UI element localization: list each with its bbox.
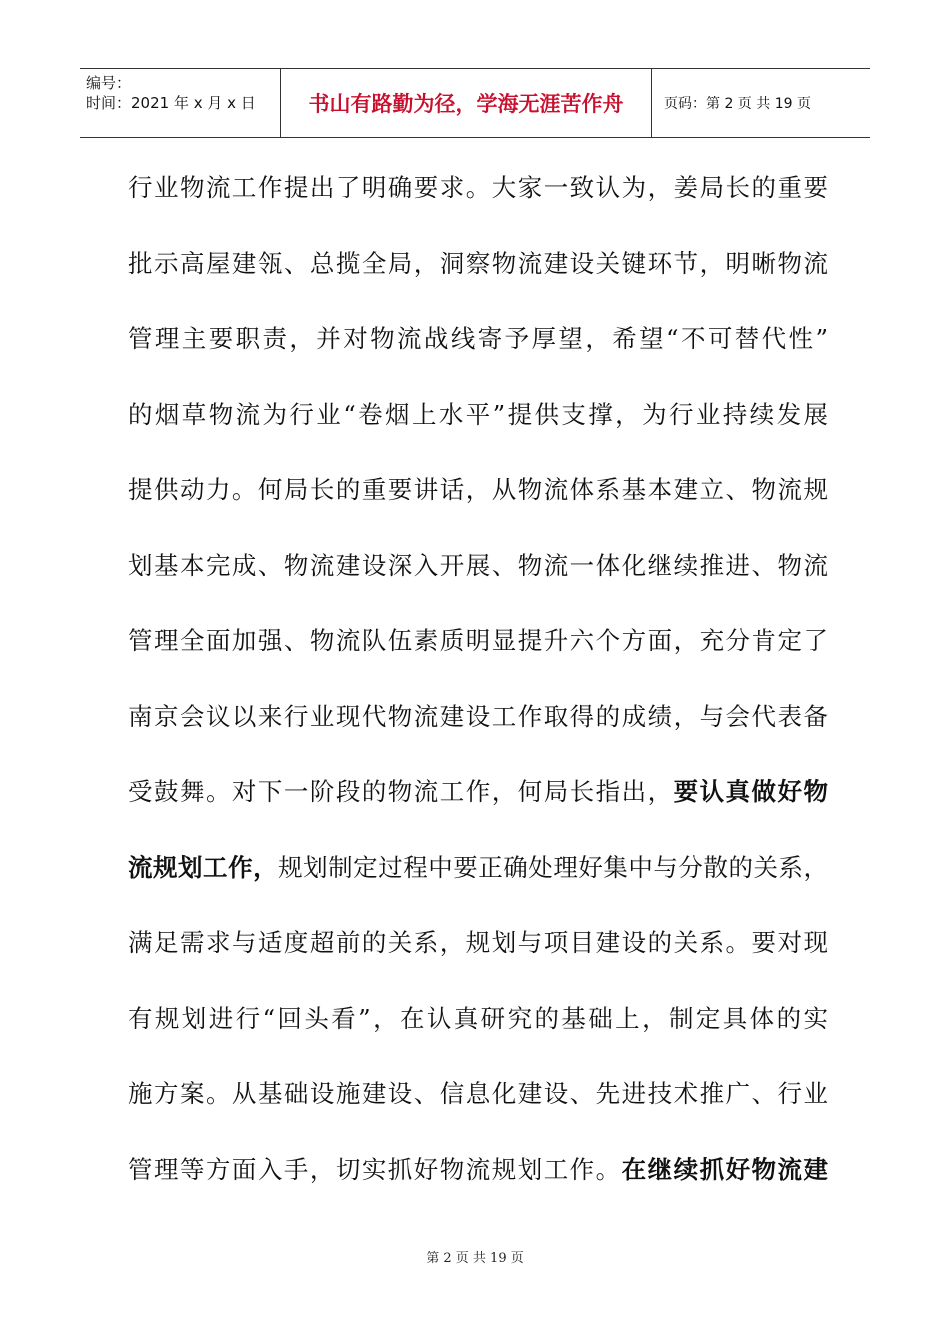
body-text-run: 受鼓舞。对下一阶段的物流工作，何局长指出， (128, 777, 674, 806)
body-text-run: 管理等方面入手，切实抓好物流规划工作。 (128, 1154, 622, 1184)
body-line (128, 830, 828, 906)
body-bold-run: 在继续抓好物流建 (621, 1154, 829, 1184)
document-number-label: 编号： (86, 74, 132, 92)
body-bold-run: 流规划工作， (128, 852, 279, 882)
header-page-info: 页码：第 2 页 共 19 页 (664, 96, 811, 112)
body-line: 管理全面加强、物流队伍素质明显提升六个方面，充分肯定了 (128, 626, 828, 655)
document-body (128, 150, 828, 1207)
body-line: 满足需求与适度超前的关系，规划与项目建设的关系。要对现 (128, 928, 828, 957)
body-line: 管理主要职责，并对物流战线寄予厚望，希望“不可替代性” (128, 324, 828, 353)
header-motto: 书山有路勤为径，学海无涯苦作舟 (280, 69, 652, 137)
document-date: 时间：2021 年 x 月 x 日 (86, 94, 256, 112)
page-footer: 第 2 页 共 19 页 (426, 1251, 524, 1266)
body-line: 的烟草物流为行业“卷烟上水平”提供支撑，为行业持续发展 (128, 399, 828, 429)
body-line: 划基本完成、物流建设深入开展、物流一体化继续推进、物流 (128, 550, 828, 580)
body-line: 提供动力。何局长的重要讲话，从物流体系基本建立、物流规 (128, 475, 828, 504)
body-text-run: 规划制定过程中要正确处理好集中与分散的关系， (278, 852, 829, 882)
body-bold-run: 要认真做好物 (673, 777, 828, 806)
body-line (128, 1132, 828, 1208)
header-meta (80, 69, 280, 137)
body-line: 施方案。从基础设施建设、信息化建设、先进技术推广、行业 (128, 1079, 828, 1108)
page-header (80, 68, 870, 138)
body-line: 有规划进行“回头看”，在认真研究的基础上，制定具体的实 (128, 1003, 828, 1033)
body-line: 行业物流工作提出了明确要求。大家一致认为，姜局长的重要 (128, 173, 828, 202)
body-line: 南京会议以来行业现代物流建设工作取得的成绩，与会代表备 (128, 701, 828, 731)
body-line: 批示高屋建瓴、总揽全局，洞察物流建设关键环节，明晰物流 (128, 248, 828, 278)
body-line (128, 754, 828, 830)
